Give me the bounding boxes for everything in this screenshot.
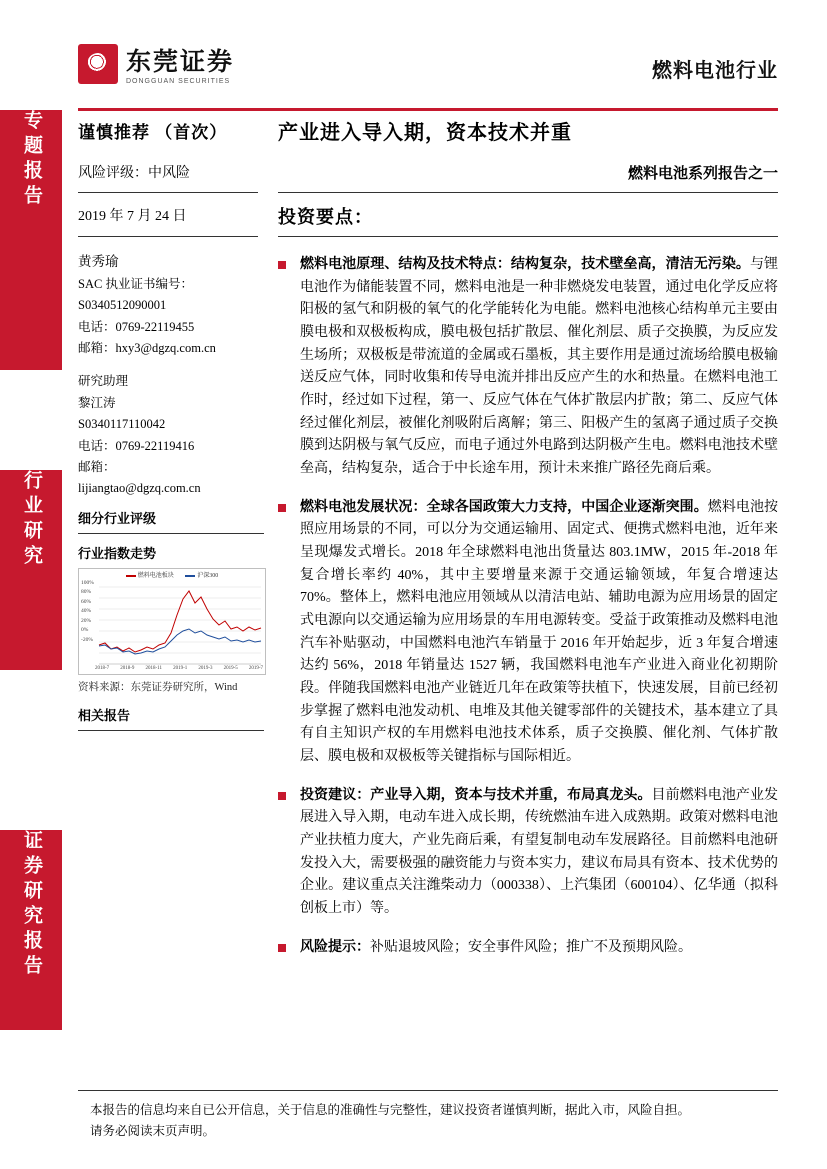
x-tick: 2019-1 bbox=[173, 666, 188, 672]
recommendation-label: 谨慎推荐 （首次） bbox=[78, 123, 228, 142]
assistant-sac-code: S0340117110042 bbox=[78, 417, 166, 432]
legend-series-2-label: 沪深300 bbox=[197, 572, 219, 579]
analyst-sac-label: SAC 执业证书编号： bbox=[78, 276, 193, 291]
assistant-name: 黎江涛 bbox=[78, 395, 116, 410]
y-tick: 40% bbox=[81, 608, 92, 615]
assistant-title: 研究助理 bbox=[78, 374, 129, 389]
point-lead: 风险提示： bbox=[300, 939, 370, 955]
assistant-email[interactable]: lijiangtao@dgzq.com.cn bbox=[78, 481, 201, 496]
point-body: 目前燃料电池产业发展进入导入期，电动车进入成长期，传统燃油车进入成熟期。政策对燃料电池产业扶植力度大，产业先商后乘，有望复制电动车发展路径。目前燃料电池研发投入大，需要极强的融资能力与资本实力，建议布局具有资本、技术优势的企业。建议重点关注潍柴动力（000338）、上汽集团（600104）、亿华通（拟科创板上市）等。 bbox=[300, 787, 779, 917]
y-tick: 80% bbox=[81, 589, 92, 596]
x-tick: 2019-3 bbox=[198, 666, 213, 672]
x-tick: 2018-11 bbox=[145, 666, 162, 672]
y-tick: 0% bbox=[81, 627, 89, 634]
point-item bbox=[278, 254, 778, 481]
footer-line-1: 本报告的信息均来自已公开信息，关于信息的准确性与完整性，建议投资者谨慎判断，据此入市，风险自担。 bbox=[90, 1103, 691, 1117]
divider-left-2 bbox=[78, 236, 258, 237]
point-lead: 燃料电池原理、结构及技术特点：结构复杂，技术壁垒高，清洁无污染。 bbox=[300, 257, 750, 272]
bullet-square-icon bbox=[278, 504, 286, 512]
analyst-sac-code: S0340512090001 bbox=[78, 298, 167, 313]
industry-title: 燃料电池行业 bbox=[652, 60, 778, 82]
y-tick: -20% bbox=[81, 636, 93, 643]
series-label: 燃料电池系列报告之一 bbox=[627, 166, 778, 182]
bullet-square-icon bbox=[278, 261, 286, 269]
index-trend-header: 行业指数走势 bbox=[78, 545, 157, 561]
divider-right-1 bbox=[278, 192, 778, 193]
divider-left-1 bbox=[78, 192, 258, 193]
divider-right-2 bbox=[278, 236, 778, 237]
divider-related-reports bbox=[78, 730, 264, 731]
bullet-square-icon bbox=[278, 792, 286, 800]
y-tick: 100% bbox=[81, 579, 94, 586]
logo-mark-icon bbox=[78, 44, 118, 84]
sidebar-block-research bbox=[0, 830, 62, 1030]
point-body: 燃料电池按照应用场景的不同，可以分为交通运输用、固定式、便携式燃料电池，近年来呈现爆发式增长。2018 年全球燃料电池出货量达 803.1MW，2015 年-2018 年复合增长率约 40%，其中主要增量来源于交通运输领域，年复合增速达 70%。整体上，燃料电池应用领域从以清洁电站、辅助电源为应用场景的固定式电源向以交通运输为应用场景的车用电源转变。受益于政策推动及燃料电池汽车补贴驱动，中国燃料电池汽车销量于 2016 年开始起步，近 3 年复合增速达约 56%，2018 年销量达 1527 辆，我国燃料电池车产业进入商业化初期阶段。伴随我国燃料电池产业链近几年在政策等扶植下，快速发展，目前已经初步掌握了燃料电池发动机、电堆及其他关键零部件的关键技术，基本建立了具有自主知识产权的车用燃料电池技术体系，质子交换膜、催化剂、气体扩散层、膜电极和双极板等关键指标与国际相近。 bbox=[300, 499, 779, 765]
footer-line-2: 请务必阅读末页声明。 bbox=[90, 1124, 216, 1139]
analyst-name: 黄秀瑜 bbox=[78, 254, 119, 269]
report-date: 2019 年 7 月 24 日 bbox=[78, 209, 187, 224]
y-tick: 20% bbox=[81, 617, 92, 624]
x-tick: 2018-9 bbox=[120, 666, 135, 672]
analyst-panel bbox=[78, 252, 264, 737]
bullet-square-icon bbox=[278, 944, 286, 952]
point-item bbox=[278, 497, 778, 769]
sidebar-block-topic bbox=[0, 110, 62, 370]
sub-industry-rating-header: 细分行业评级 bbox=[78, 510, 157, 526]
chart-source: 资料来源：东莞证券研究所，Wind bbox=[78, 681, 238, 693]
assistant-phone: 电话：0769-22119416 bbox=[78, 438, 195, 453]
sidebar-block-topic-label: 专题报告 bbox=[21, 110, 42, 210]
logo-name-cn: 东莞证券 bbox=[126, 49, 235, 76]
chart-plot bbox=[79, 569, 265, 674]
y-tick: 60% bbox=[81, 598, 92, 605]
related-reports-header: 相关报告 bbox=[78, 708, 131, 724]
company-logo bbox=[78, 42, 234, 85]
investment-points-title: 投资要点： bbox=[278, 207, 373, 227]
chart-x-axis-labels bbox=[95, 665, 263, 673]
point-body: 补贴退坡风险；安全事件风险；推广不及预期风险。 bbox=[370, 939, 692, 955]
point-item-risk bbox=[278, 937, 778, 960]
assistant-email-label: 邮箱： bbox=[78, 459, 116, 474]
x-tick: 2019-5 bbox=[223, 666, 238, 672]
footer-disclaimer bbox=[90, 1100, 780, 1143]
risk-rating: 风险评级：中风险 bbox=[78, 166, 190, 181]
footer-divider bbox=[78, 1090, 778, 1091]
investment-points bbox=[278, 254, 778, 975]
point-lead: 燃料电池发展状况：全球各国政策大力支持，中国企业逐渐突围。 bbox=[300, 499, 708, 515]
logo-text bbox=[126, 42, 234, 85]
sidebar-block-research-label: 证券研究报告 bbox=[21, 830, 42, 980]
page-title: 产业进入导入期，资本技术并重 bbox=[278, 122, 572, 144]
x-tick: 2018-7 bbox=[95, 666, 110, 672]
point-lead: 投资建议：产业导入期，资本与技术并重，布局真龙头。 bbox=[300, 787, 652, 803]
point-body: 与锂电池作为储能装置不同，燃料电池是一种非燃烧发电装置，通过电化学反应将阳极的氢气和阴极的氧气的化学能转化为电能。燃料电池核心结构单元主要由膜电极和双极板构成，膜电极包括扩散层、催化剂层、质子交换膜，为反应发生场所；双极板是带流道的金属或石墨板，其主要作用是通过流场给膜电极输送反应气体，同时收集和传导电流并排出反应产生的水和热量。在燃料电池工作时，经过如下过程，第一、反应气体在气体扩散层内扩散；第二、反应气体经过催化剂层，被催化剂吸附后离解；第三、阳极产生的氢离子通过质子交换膜到达阴极与氧气反应，而电子通过外电路到达阴极产生电。燃料电池技术壁垒高，结构复杂，适合于中长途车用，预计未来推广路径先商后乘。 bbox=[300, 257, 778, 477]
left-sidebar bbox=[0, 0, 62, 1169]
x-tick: 2019-7 bbox=[248, 666, 263, 672]
sidebar-block-industry bbox=[0, 470, 62, 670]
analyst-email[interactable]: 邮箱：hxy3@dgzq.com.cn bbox=[78, 341, 216, 356]
point-item bbox=[278, 785, 778, 921]
report-header bbox=[78, 42, 778, 104]
analyst-phone: 电话：0769-22119455 bbox=[78, 319, 195, 334]
header-divider bbox=[78, 108, 778, 111]
legend-series-1-label: 燃料电池板块 bbox=[137, 572, 174, 579]
sidebar-block-industry-label: 行业研究 bbox=[21, 470, 42, 570]
index-trend-chart bbox=[78, 568, 266, 675]
divider-sub-rating bbox=[78, 533, 264, 534]
logo-name-en: DONGGUAN SECURITIES bbox=[126, 78, 231, 85]
